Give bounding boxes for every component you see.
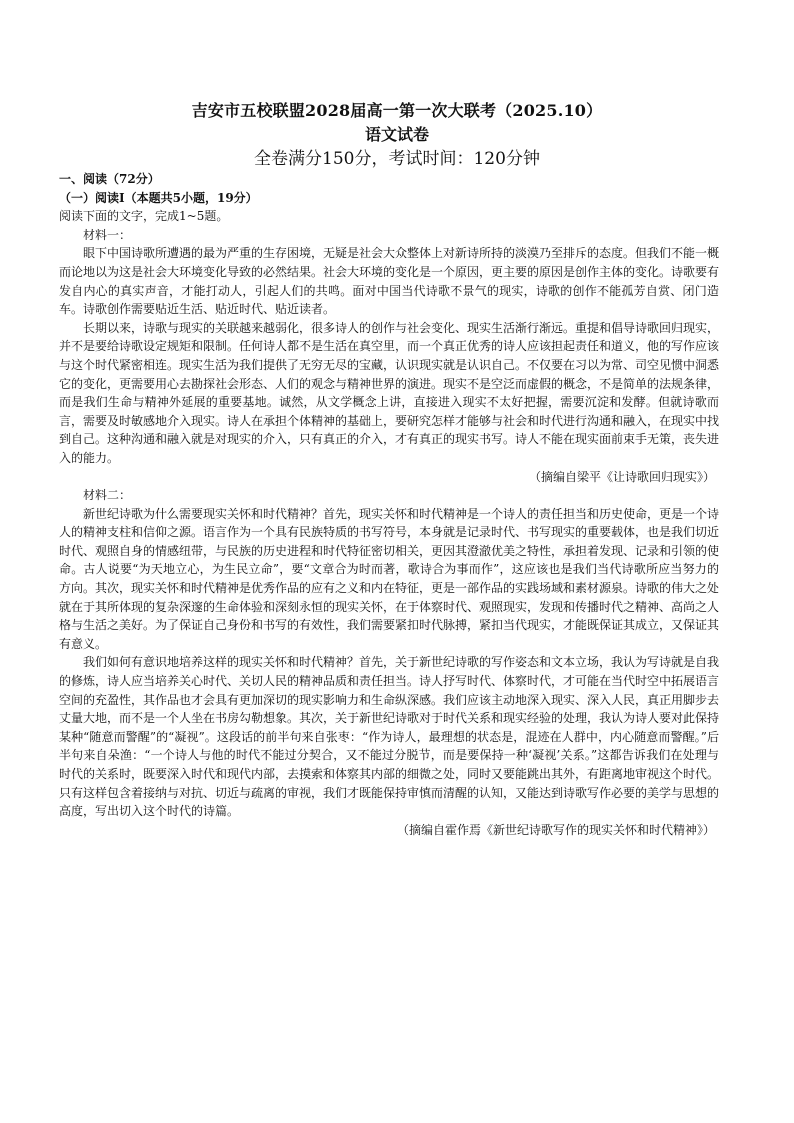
material-one-paragraph: 长期以来，诗歌与现实的关联越来越弱化，很多诗人的创作与社会变化、现实生活渐行渐远。重提和倡导诗歌回归现实，并不是要给诗歌设定规矩和限制。任何诗人都不是生活在真空里，而一个真正优秀的诗人应该担起责任和道义，他的写作应该与这个时代紧密相连。现实生活为我们提供了无穷无尽的宝藏，认识现实就是认识自己。不仅要在习以为常、司空见惯中洞悉它的变化，更需要用心去勘探社会形态、人们的观念与精神世界的演进。现实不是空泛而虚假的概念，不是简单的法规条律，而是我们生命与精神外延展的重要基地。诚然，从文学概念上讲，直接进入现实不太好把握，需要沉淀和发酵。但就诗歌而言，需要及时敏感地介入现实。诗人在承担个体精神的基础上，要研究怎样才能够与社会和时代进行沟通和融入，在现实中找到自己。这种沟通和融入就是对现实的介入，只有真正的介入，才有真正的现实书写。诗人不能在现实面前束手无策，丧失进入的能力。 <box>59 320 720 465</box>
material-two-label: 材料二： <box>83 488 132 503</box>
material-one-label: 材料一： <box>83 227 132 242</box>
exam-title: 吉安市五校联盟2028届高一第一次大联考（2025.10） <box>191 101 603 120</box>
material-one-paragraph: 眼下中国诗歌所遭遇的最为严重的生存困境，无疑是社会大众整体上对新诗所持的淡漠乃至排斥的态度。但我们不能一概而论地以为这是社会大环境变化导致的必然结果。社会大环境的变化是一个原因，更主要的原因是创作主体的变化。诗歌要有发自内心的真实声音，才能打动人，引起人们的共鸣。面对中国当代诗歌不景气的现实，诗歌的创作不能孤芳自赏、闭门造车。诗歌创作需要贴近生活、贴近时代、贴近读者。 <box>59 246 720 317</box>
material-two-source: （摘编自霍作焉《新世纪诗歌写作的现实关怀和时代精神》） <box>396 822 715 837</box>
sub-section-heading: （一）阅读Ⅰ（本题共5小题，19分） <box>59 190 258 205</box>
exam-body <box>59 170 719 839</box>
reading-instruction: 阅读下面的文字，完成1~5题。 <box>59 209 229 224</box>
material-two-paragraph: 我们如何有意识地培养这样的现实关怀和时代精神？首先，关于新世纪诗歌的写作姿态和文本立场，我认为写诗就是自我的修炼，诗人应当培养关心时代、关切人民的精神品质和责任担当。诗人抒写时代、体察时代，才可能在当代时空中拓展语言空间的充盈性，其作品也才会具有更加深切的现实影响力和生命纵深感。我们应该主动地深入现实、深入人民，真正用脚步去丈量大地，而不是一个人坐在书房勾勒想象。其次，关于新世纪诗歌对于时代关系和现实经验的处理，我认为诗人要对此保持某种“随意而警醒”的“凝视”。这段话的前半句来自张枣：“作为诗人，最理想的状态是，混迹在人群中，内心随意而警醒。”后半句来自朵渔：“一个诗人与他的时代不能过分契合，又不能过分脱节，而是要保持一种‘凝视’关系。”这都告诉我们在处理与时代的关系时，既要深入时代和现代内部，去摸索和体察其内部的细微之处，同时又要能跳出其外，有距离地审视这个时代。只有这样包含着接纳与对抗、切近与疏离的审视，我们才既能保持审慎而清醒的认知，又能达到诗歌写作必要的美学与思想的高度，写出切入这个时代的诗篇。 <box>59 655 720 819</box>
exam-subtitle: 语文试卷 <box>364 125 429 144</box>
material-two-paragraph: 新世纪诗歌为什么需要现实关怀和时代精神？首先，现实关怀和时代精神是一个诗人的责任担当和历史使命，更是一个诗人的精神支柱和信仰之源。语言作为一个具有民族特质的书写符号，本身就是记录时代、书写现实的重要载体，也是我们切近时代、观照自身的情感纽带，与民族的历史进程和时代特征密切相关，更因其澄澈优美之特性，承担着发现、记录和引领的使命。古人说要“为天地立心，为生民立命”，要“文章合为时而著，歌诗合为事而作”，这应该也是我们当代诗歌所应当努力的方向。其次，现实关怀和时代精神是优秀作品的应有之义和内在特征，更是一部作品的实践场域和素材源泉。诗歌的伟大之处就在于其所体现的复杂深邃的生命体验和深刻永恒的现实关怀，在于体察时代、观照现实，发现和传播时代之精神、高尚之人格与生活之美好。为了保证自己身份和书写的有效性，我们需要紧扣时代脉搏，紧扣当代现实，才能既保证其成立，又保证其有意义。 <box>59 506 720 651</box>
section-heading: 一、阅读（72分） <box>59 172 160 186</box>
material-one-source: （摘编自梁平《让诗歌回归现实》） <box>528 469 715 484</box>
score-time-line: 全卷满分150分，考试时间：120分钟 <box>254 149 540 169</box>
